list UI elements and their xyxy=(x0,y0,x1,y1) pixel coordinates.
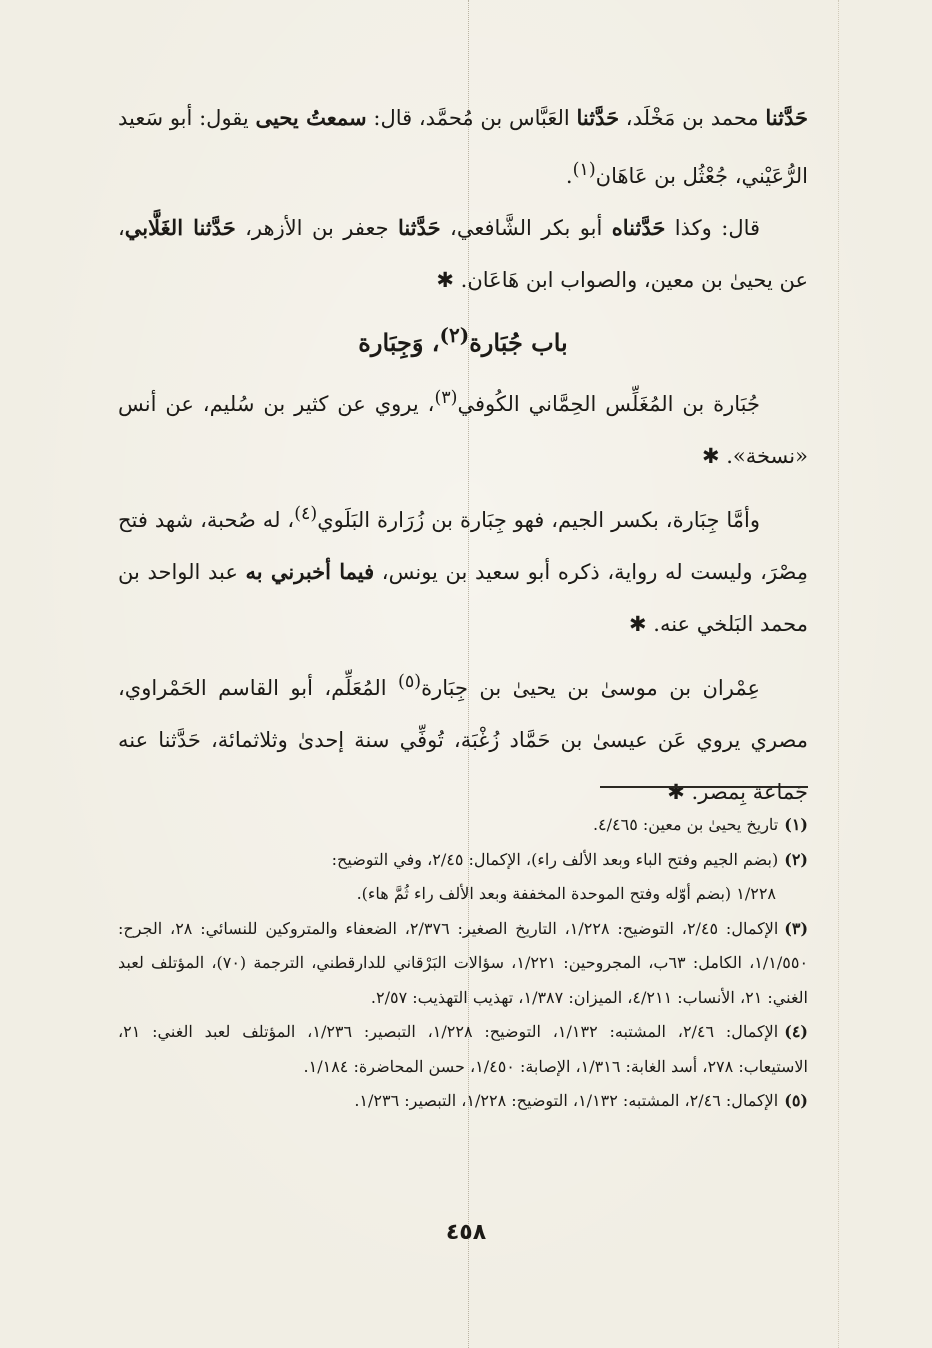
footnote-divider xyxy=(600,786,808,788)
main-text xyxy=(118,92,808,818)
narration-term: حَدَّثناه xyxy=(611,215,666,240)
text-span: قال: وكذا xyxy=(665,216,761,240)
text-span: ، له صُحبة، شهد فتح مِصْرَ، وليست له رواية، ذكره أبو سعيد بن يونس، xyxy=(118,508,809,584)
footnote-text: الإكمال: ٢/٤٦، المشتبه: ١/١٣٢، التوضيح: ١/٢٢٨، التبصير: ١/٢٣٦. xyxy=(354,1091,779,1110)
narration-term: سمعتُ يحيى xyxy=(255,105,367,130)
narration-term: حَدَّثنا الغَلَّابي xyxy=(124,215,236,240)
paragraph-1 xyxy=(118,92,808,202)
footnote-number: (٣) xyxy=(784,918,809,938)
narration-term: حَدَّثنا xyxy=(398,215,441,240)
heading-text: ، وَجِبَارة xyxy=(358,328,440,357)
narration-term: حَدَّثنا xyxy=(765,105,809,130)
footnote-text-continued: ١/٢٢٨ (بضم أوّله وفتح الموحدة المخففة وبعد الألف راء ثُمَّ هاء). xyxy=(356,884,776,903)
footnote-ref[interactable]: (٤) xyxy=(294,504,318,524)
heading-text: باب جُبَارة xyxy=(469,328,568,357)
text-span: جعفر بن الأزهر، xyxy=(235,216,399,240)
page-number: ٤٥٨ xyxy=(445,1220,487,1245)
footnote-number: (١) xyxy=(784,815,808,834)
footnote-number: (٤) xyxy=(784,1022,808,1041)
paragraph-4 xyxy=(118,488,808,650)
footnote-ref[interactable]: (١) xyxy=(572,160,596,180)
text-span: العَبَّاس بن مُحمَّد، قال: xyxy=(366,106,577,130)
section-heading xyxy=(118,306,808,372)
footnote-ref[interactable]: (٢) xyxy=(439,323,470,347)
text-span: يقول: أبو سَعيد الرُّعَيْني، جُعْثُل بن عَاهَان xyxy=(118,106,808,188)
footnote-5 xyxy=(118,1084,808,1119)
text-span: عبد الواحد بن محمد البَلخي عنه. ✱ xyxy=(118,560,808,636)
text-span: . xyxy=(565,164,573,188)
footnote-3 xyxy=(118,912,808,1016)
footnote-4 xyxy=(118,1015,808,1084)
footnote-ref[interactable]: (٣) xyxy=(434,388,458,408)
text-span: ، عن يحيىٰ بن معين، والصواب ابن هَاعَان. ✱ xyxy=(118,216,808,292)
text-span: المُعَلِّم، أبو القاسم الحَمْراوي، مصري يروي عَن عيسىٰ بن حَمَّاد زُغْبَة، تُوفِّي سنة إحدىٰ وثلاثمائة، حَدَّثنا عنه جَماعة بِمصر. ✱ xyxy=(118,676,808,804)
text-span: ، يروي عن كثير بن سُليم، عن أنس «نسخة». ✱ xyxy=(118,392,808,468)
narration-term: حَدَّثنا xyxy=(576,105,620,130)
footnote-text: تاريخ يحيىٰ بن معين: ٤/٤٦٥. xyxy=(592,815,779,834)
text-span: وأمَّا جِبَارة، بكسر الجيم، فهو جِبَارة بن زُرَارة البَلَوي xyxy=(317,508,760,532)
text-span: أبو بكر الشَّافعي، xyxy=(440,216,612,240)
footnote-2 xyxy=(118,843,808,912)
page-margin-line xyxy=(838,0,839,1348)
paragraph-5 xyxy=(118,656,808,818)
footnote-text: (بضم الجيم وفتح الباء وبعد الألف راء)، الإكمال: ٢/٤٥، وفي التوضيح: xyxy=(331,849,779,869)
footnotes xyxy=(118,808,808,1119)
footnote-text: الإكمال: ٢/٤٦، المشتبه: ١/١٣٢، التوضيح: ١/٢٢٨، التبصير: ١/٢٣٦، المؤتلف لعبد الغني: ٢١، الاستيعاب: ٢٧٨، أسد الغابة: ١/٣١٦، الإصابة: ١/٤٥٠، حسن المحاضرة: ١/١٨٤. xyxy=(118,1022,808,1076)
footnote-ref[interactable]: (٥) xyxy=(398,672,422,692)
paragraph-2 xyxy=(118,202,808,306)
footnote-number: (٥) xyxy=(784,1091,808,1110)
footnote-number: (٢) xyxy=(784,849,808,869)
footnote-text: الإكمال: ٢/٤٥، التوضيح: ١/٢٢٨، التاريخ الصغير: ٢/٣٧٦، الضعفاء والمتروكين للنسائي: ٢٨، الجرح: ١/١/٥٥٠، الكامل: ٦٣ب، المجروحين: ١/٢٢١، سؤالات البَرْقاني للدارقطني، الترجمة (٧٠)، المؤتلف لعبد الغني: ٢١، الأنساب: ٤/٢١١، الميزان: ١/٣٨٧، تهذيب التهذيب: ٢/٥٧. xyxy=(118,918,809,1007)
text-span: جُبَارة بن المُغَلِّس الحِمَّاني الكُوفي xyxy=(457,392,760,416)
narration-term: فيما أخبرني به xyxy=(245,559,375,584)
text-span: محمد بن مَخْلَد، xyxy=(619,106,766,130)
paragraph-3 xyxy=(118,372,808,482)
footnote-1 xyxy=(118,808,808,843)
text-span: عِمْران بن موسىٰ بن يحيىٰ بن جِبَارة xyxy=(421,676,760,700)
